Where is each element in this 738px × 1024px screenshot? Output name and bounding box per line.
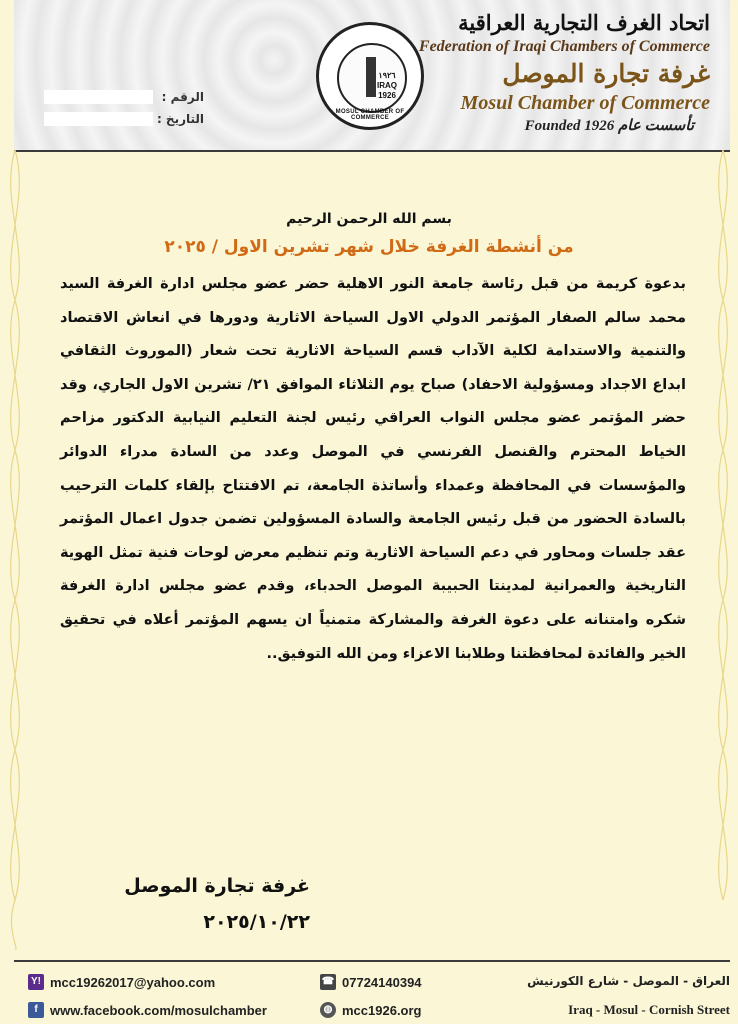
letter-content — [40, 206, 698, 671]
seal-ring-text: MOSUL CHAMBER OF COMMERCE — [335, 109, 405, 121]
seal-center — [337, 43, 407, 113]
signature-name: غرفة تجارة الموصل — [124, 875, 310, 897]
chamber-seal-logo — [316, 22, 424, 130]
signature-date: ٢٠٢٥/١٠/٢٢ — [203, 911, 310, 933]
footer-phone — [320, 974, 422, 990]
footer-website — [320, 1002, 422, 1018]
footer-address-ar: العراق - الموصل - شارع الكورنيش — [527, 974, 730, 988]
footer-address-en: Iraq - Mosul - Cornish Street — [568, 1002, 730, 1017]
ref-number-label: الرقم : — [161, 90, 204, 104]
ref-date-blank — [44, 112, 153, 126]
footer-website-text: mcc1926.org — [342, 1002, 422, 1018]
seal-year-ar: ١٩٢٦ — [378, 71, 396, 80]
federation-name-ar: اتحاد الغرف التجارية العراقية — [458, 10, 710, 35]
federation-name-en: Federation of Iraqi Chambers of Commerce — [418, 38, 710, 55]
footer-phone-text: 07724140394 — [342, 974, 422, 990]
seal-year-en: 1926 — [378, 91, 396, 100]
footer-email — [28, 974, 215, 990]
left-border-ornament — [0, 150, 30, 950]
facebook-icon: f — [28, 1002, 44, 1018]
signature-block — [110, 868, 310, 940]
letter-body: بدعوة كريمة من قبل رئاسة جامعة النور الاهلية حضر عضو مجلس ادارة الغرفة السيد محمد سالم الصفار المؤتمر الدولي الاول السياحة الاثارية ودورها في انعاش الاقتصاد والتنمية والاستدامة لكلية الآداب قسم السياحة الاثارية تحت شعار (الموروث الثقافي ابداع الاجداد ومسؤولية الاحفاد) صباح يوم الثلاثاء الموافق ٢١/ تشرين الاول الجاري، وقد حضر المؤتمر عضو مجلس النواب العراقي رئيس لجنة التعليم النيابية الدكتور مزاحم الخياط المحترم والقنصل الفرنسي في الموصل وعدد من السادة مدراء الدوائر والمؤسسات في المحافظة وعمداء وأساتذة الجامعة، تم الافتتاح بإلقاء كلمات الترحيب بالسادة الحضور من قبل رئيس الجامعة والسادة المسؤولين تضمن جدول اعمال المؤتمر عقد جلسات ومحاور في دعم السياحة الاثارية وتم تنظيم معرض لوحات فنية تمثل الهوية التاريخية والعمرانية لمدينتا الحبيبة الموصل الحدباء، وقدم عضو مجلس ادارة الغرفة شكره وامتنانه على دعوة الغرفة والمشاركة متمنياً ان يسهم المؤتمر أعلاه في تحقيق الخير والفائدة لمحافظتنا وطلابنا الاعزاء ومن الله التوفيق.. — [60, 276, 686, 662]
letter-footer — [14, 960, 730, 1024]
basmala: بسم الله الرحمن الرحيم — [286, 211, 452, 227]
letterhead-titles — [410, 10, 710, 136]
minaret-icon — [366, 57, 376, 97]
right-border-ornament — [708, 150, 738, 950]
ref-number-blank — [44, 90, 153, 104]
letterhead — [14, 0, 730, 152]
chamber-name-en: Mosul Chamber of Commerce — [460, 92, 710, 114]
seal-iraq: IRAQ — [377, 81, 397, 90]
footer-facebook-text: www.facebook.com/mosulchamber — [50, 1002, 267, 1018]
seal-year — [377, 71, 397, 101]
reference-fields — [44, 86, 204, 130]
letter-title: من أنشطة الغرفة خلال شهر تشرين الاول / ٢٠٢٥ — [164, 237, 574, 257]
phone-icon: ☎ — [320, 974, 336, 990]
ref-date-row — [44, 108, 204, 130]
yahoo-icon: Y! — [28, 974, 44, 990]
chamber-name-ar: غرفة تجارة الموصل — [502, 59, 710, 88]
ref-number-row — [44, 86, 204, 108]
footer-facebook — [28, 1002, 267, 1018]
founded-line: Founded 1926 تأسست عام — [524, 118, 694, 134]
ref-date-label: التاريخ : — [156, 112, 204, 126]
globe-icon: ◍ — [320, 1002, 336, 1018]
footer-email-text: mcc19262017@yahoo.com — [50, 974, 216, 990]
